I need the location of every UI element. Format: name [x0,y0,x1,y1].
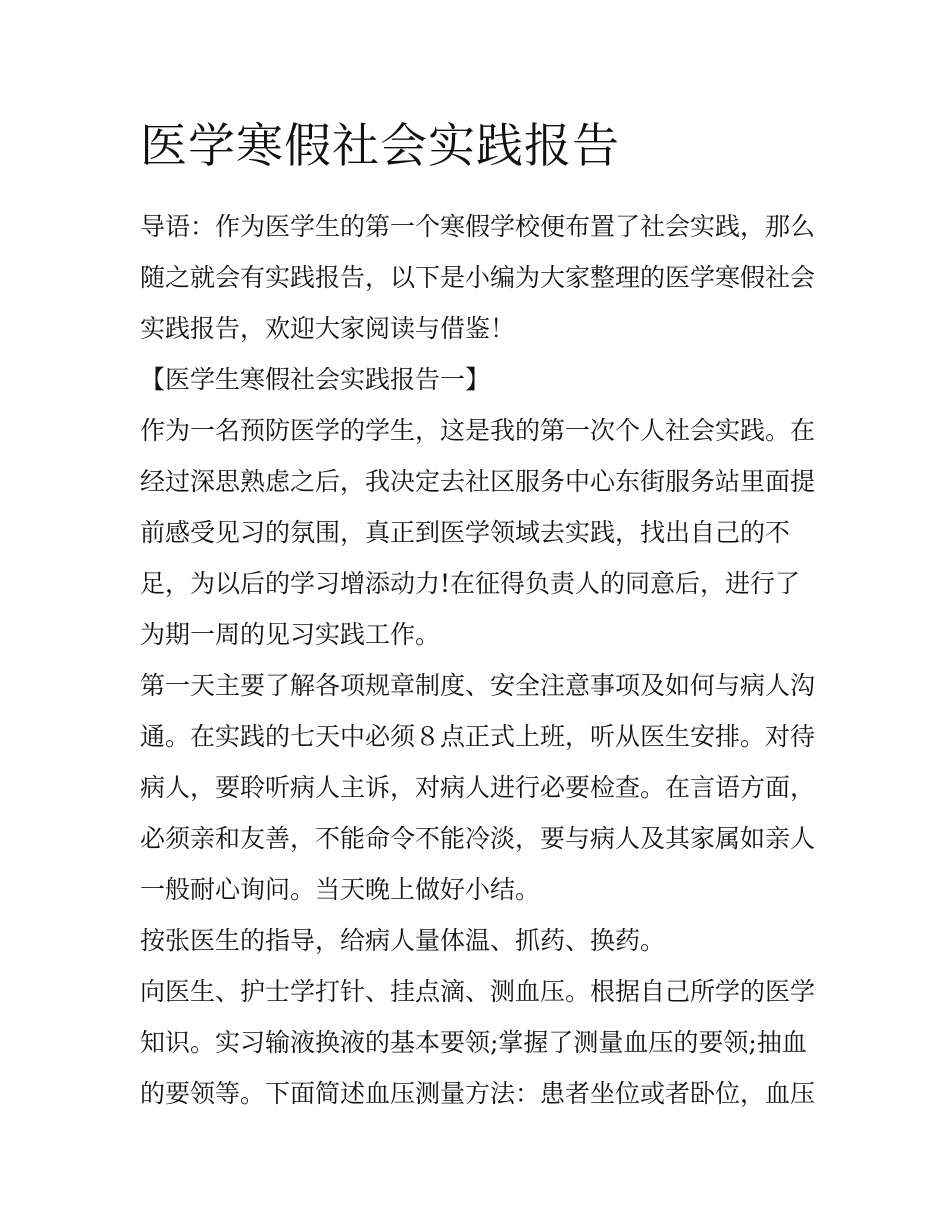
text-line: 病人，要聆听病人主诉，对病人进行必要检查。在言语方面， [140,773,816,802]
text-line: 为期一周的见习实践工作。 [140,620,441,649]
section-heading: 【医学生寒假社会实践报告一】 [140,365,491,394]
document-body [140,201,820,1119]
text-line: 向医生、护士学打针、挂点滴、测血压。根据自己所学的医学 [140,977,816,1006]
text-line: 知识。实习输液换液的基本要领;掌握了测量血压的要领;抽血 [140,1028,807,1057]
text-line: 随之就会有实践报告，以下是小编为大家整理的医学寒假社会 [140,263,816,292]
text-line: 经过深思熟虑之后，我决定去社区服务中心东街服务站里面提 [140,467,816,496]
text-line: 足，为以后的学习增添动力!在征得负责人的同意后，进行了 [140,569,801,598]
text-line: 作为一名预防医学的学生，这是我的第一次个人社会实践。在 [140,416,816,445]
text-line: 按张医生的指导，给病人量体温、抓药、换药。 [140,926,666,955]
text-line: 实践报告，欢迎大家阅读与借鉴！ [140,314,516,343]
text-line: 必须亲和友善，不能命令不能冷淡，要与病人及其家属如亲人 [140,824,816,853]
text-line: 一般耐心询问。当天晚上做好小结。 [140,875,541,904]
text-line: 的要领等。下面简述血压测量方法：患者坐位或者卧位，血压 [140,1079,816,1108]
document-title: 医学寒假社会实践报告 [140,119,620,174]
text-line: 第一天主要了解各项规章制度、安全注意事项及如何与病人沟 [140,671,816,700]
text-line: 前感受见习的氛围，真正到医学领域去实践，找出自己的不 [140,518,791,547]
text-line: 导语：作为医学生的第一个寒假学校便布置了社会实践，那么 [140,212,816,241]
text-line: 通。在实践的七天中必须８点正式上班，听从医生安排。对待 [140,722,816,751]
